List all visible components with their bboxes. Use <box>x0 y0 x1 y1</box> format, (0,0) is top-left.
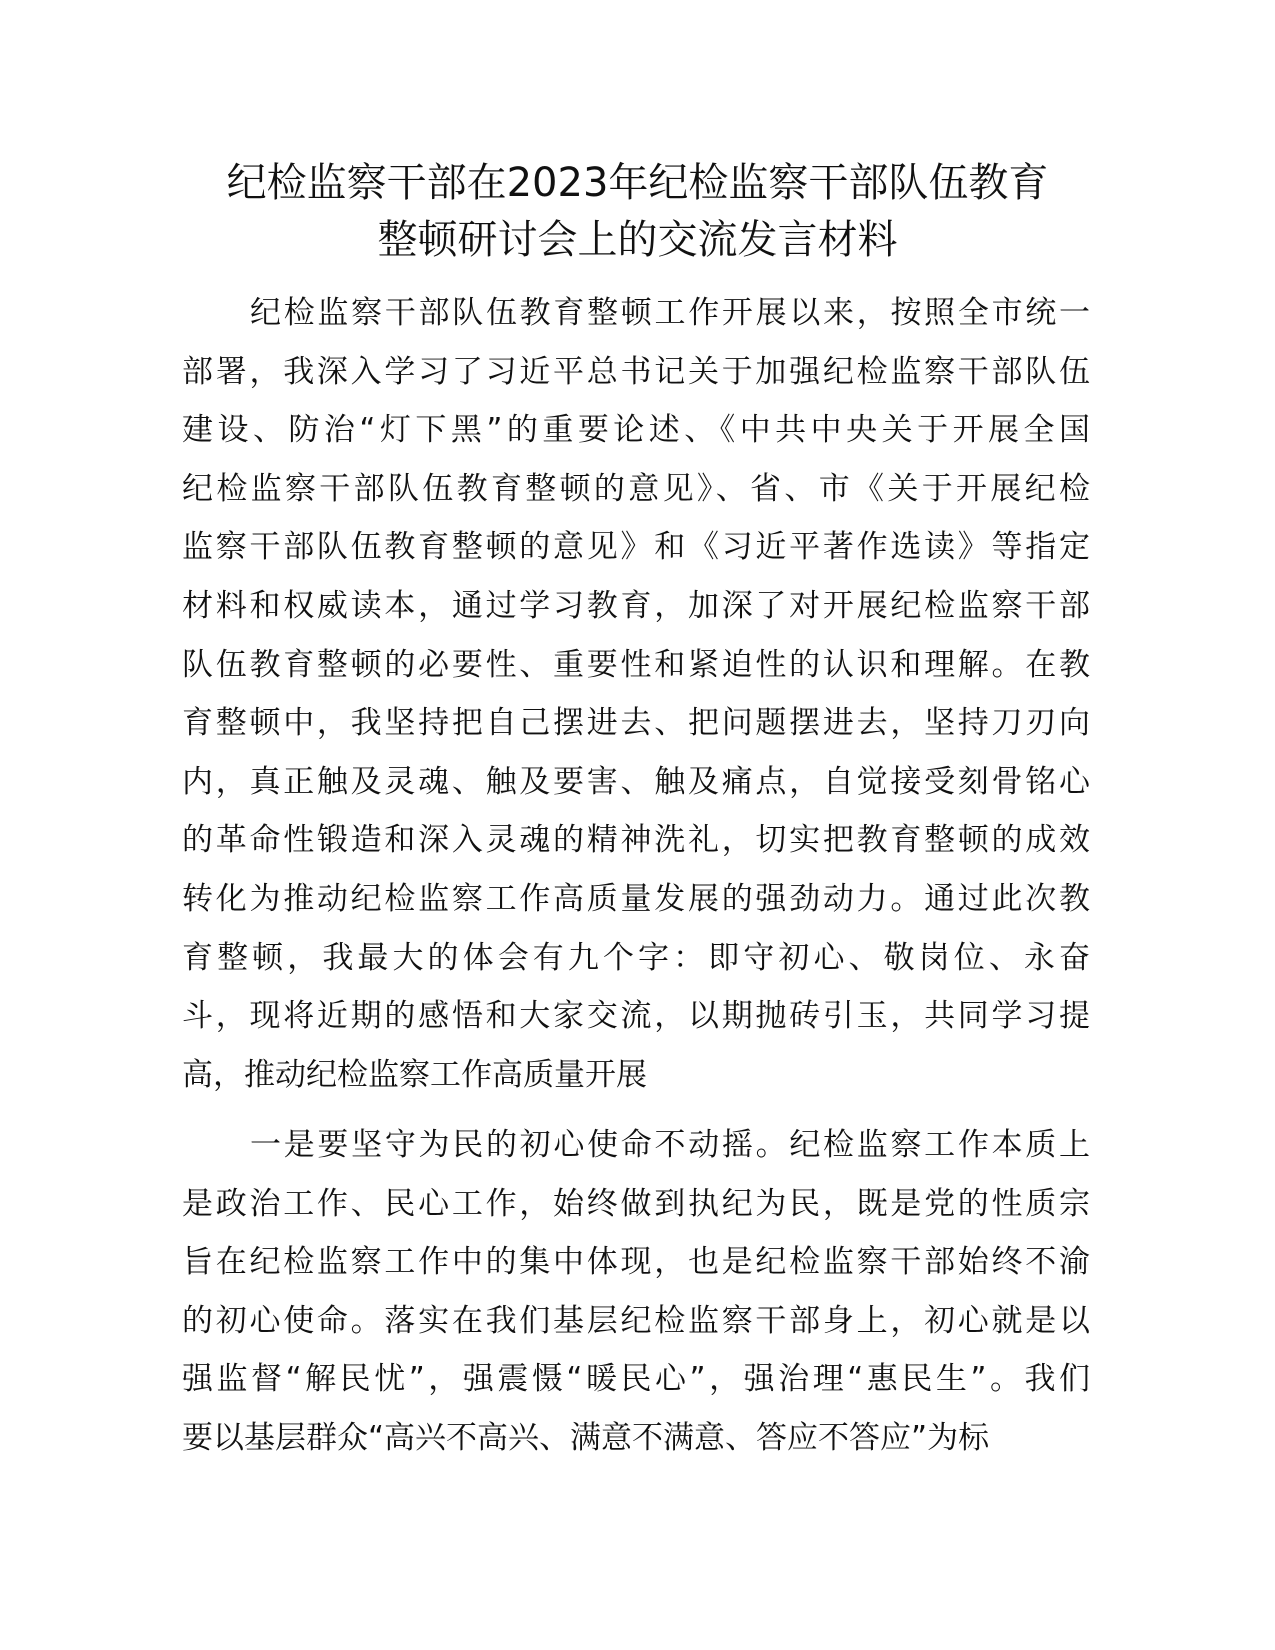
paragraph-1-line: 育整顿，我最大的体会有九个字：即守初心、敬岗位、永奋 <box>182 939 1090 976</box>
paragraph-1-line: 材料和权威读本，通过学习教育，加深了对开展纪检监察干部 <box>182 588 1090 624</box>
paragraph-2-line: 强监督“解民忧”，强震慑“暖民心”，强治理“惠民生”。我们 <box>182 1361 1090 1398</box>
paragraph-1-line: 建设、防治“灯下黑”的重要论述、《中共中央关于开展全国 <box>182 412 1090 449</box>
paragraph-2-line: 要以基层群众“高兴不高兴、满意不满意、答应不答应”为标 <box>182 1420 990 1456</box>
document-title-line-1: 纪检监察干部在2023年纪检监察干部队伍教育 <box>226 160 1049 206</box>
paragraph-1-line: 纪检监察干部队伍教育整顿工作开展以来，按照全市统一 <box>250 295 1090 331</box>
paragraph-1-line: 斗，现将近期的感悟和大家交流，以期抛砖引玉，共同学习提 <box>182 998 1090 1035</box>
paragraph-1-line: 纪检监察干部队伍教育整顿的意见》、省、市《关于开展纪检 <box>182 470 1090 507</box>
paragraph-1-line: 高，推动纪检监察工作高质量开展 <box>182 1056 647 1093</box>
document-title-line-2: 整顿研讨会上的交流发言材料 <box>377 217 898 263</box>
paragraph-1-line: 转化为推动纪检监察工作高质量发展的强劲动力。通过此次教 <box>182 881 1090 917</box>
paragraph-2-line: 旨在纪检监察工作中的集中体现，也是纪检监察干部始终不渝 <box>182 1244 1090 1281</box>
paragraph-2-line: 是政治工作、民心工作，始终做到执纪为民，既是党的性质宗 <box>182 1185 1090 1222</box>
paragraph-1-line: 监察干部队伍教育整顿的意见》和《习近平著作选读》等指定 <box>182 529 1090 566</box>
paragraph-1-line: 的革命性锻造和深入灵魂的精神洗礼，切实把教育整顿的成效 <box>182 822 1090 859</box>
paragraph-2-line: 的初心使命。落实在我们基层纪检监察干部身上，初心就是以 <box>182 1302 1090 1339</box>
paragraph-1-line: 部署，我深入学习了习近平总书记关于加强纪检监察干部队伍 <box>182 353 1090 390</box>
paragraph-2-line: 一是要坚守为民的初心使命不动摇。纪检监察工作本质上 <box>250 1127 1090 1163</box>
paragraph-1-line: 队伍教育整顿的必要性、重要性和紧迫性的认识和理解。在教 <box>182 646 1090 683</box>
paragraph-1-line: 育整顿中，我坚持把自己摆进去、把问题摆进去，坚持刀刃向 <box>182 705 1090 742</box>
paragraph-1-line: 内，真正触及灵魂、触及要害、触及痛点，自觉接受刻骨铭心 <box>182 763 1090 800</box>
